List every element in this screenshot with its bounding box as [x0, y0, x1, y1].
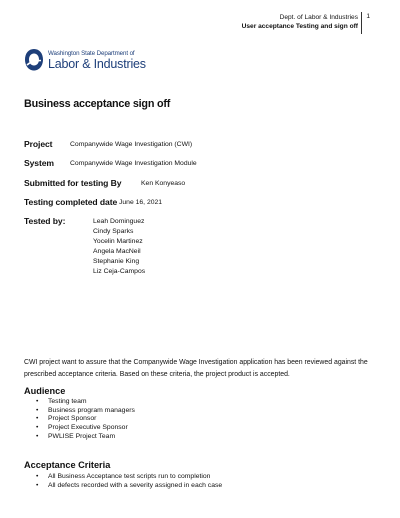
list-item: • Project Sponsor — [36, 415, 135, 424]
list-item: • Project Executive Sponsor — [36, 424, 135, 433]
tester-name: Angela MacNeil — [93, 248, 141, 255]
list-item: • Testing team — [36, 398, 135, 407]
list-item: • PWLISE Project Team — [36, 433, 135, 442]
acceptance-criteria-list — [36, 473, 222, 490]
submitted-by-value: Ken Konyeaso — [141, 180, 186, 187]
tester-name: Liz Ceja-Campos — [93, 268, 146, 275]
lni-logo — [24, 48, 146, 72]
list-item: • All Business Acceptance test scripts run to completion — [36, 473, 222, 482]
tester-name: Leah Dominguez — [93, 218, 145, 225]
project-label: Project — [24, 139, 53, 149]
tested-by-label: Tested by: — [24, 216, 66, 226]
system-value: Companywide Wage Investigation Module — [70, 160, 197, 167]
tester-name: Cindy Sparks — [93, 228, 134, 235]
tester-name: Yocelin Martinez — [93, 238, 143, 245]
lni-logo-mark-icon — [24, 48, 44, 72]
header-doc-subtitle: User acceptance Testing and sign off — [241, 23, 358, 30]
intro-paragraph: CWI project want to assure that the Companywide Wage Investigation application has been reviewed against the prescribed acceptance criteria. Based on these criteria, the project product is accepted. — [24, 359, 368, 378]
header-department: Dept. of Labor & Industries — [279, 14, 358, 21]
audience-list — [36, 398, 135, 442]
list-item: • All defects recorded with a severity assigned in each case — [36, 482, 222, 491]
testing-completed-label: Testing completed date — [24, 197, 118, 207]
header-divider — [361, 12, 362, 34]
project-value: Companywide Wage Investigation (CWI) — [70, 141, 193, 148]
tester-name: Stephanie King — [93, 258, 140, 265]
running-header — [242, 13, 358, 31]
system-label: System — [24, 158, 54, 168]
acceptance-criteria-heading: Acceptance Criteria — [24, 460, 111, 470]
logo-line-1: Washington State Department of — [48, 49, 135, 57]
logo-line-2: Labor & Industries — [48, 56, 146, 71]
submitted-by-label: Submitted for testing By — [24, 178, 122, 188]
testing-completed-value: June 16, 2021 — [119, 199, 163, 206]
page-number: 1 — [366, 13, 370, 20]
list-item: • Business program managers — [36, 407, 135, 416]
document-title: Business acceptance sign off — [24, 98, 171, 110]
audience-heading: Audience — [24, 386, 66, 396]
